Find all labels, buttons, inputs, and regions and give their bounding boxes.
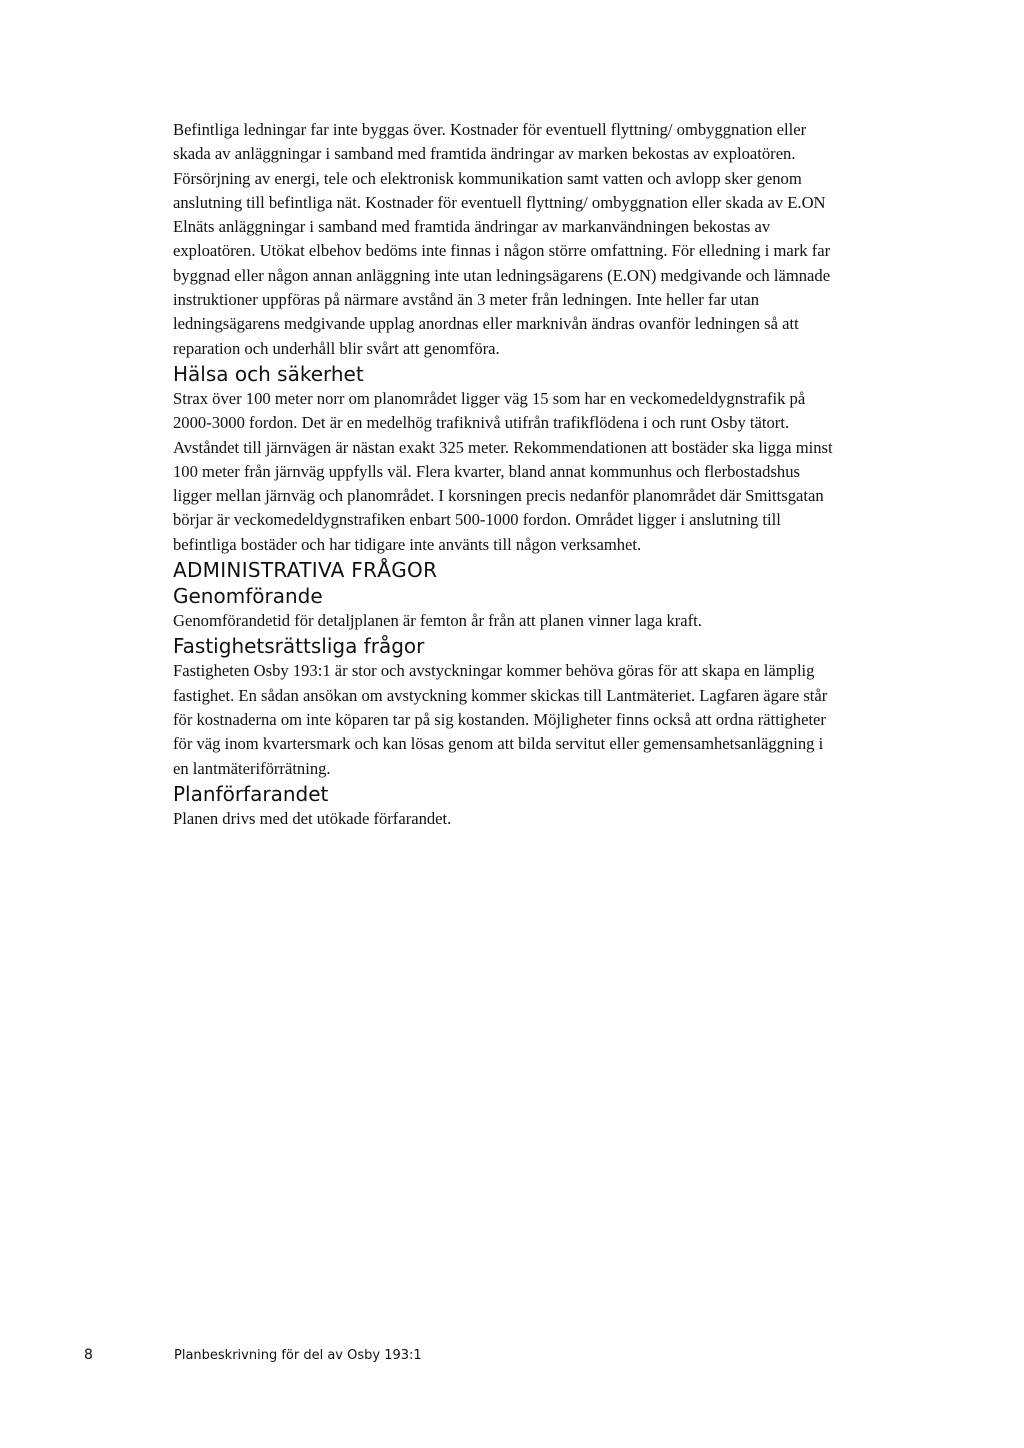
heading-halsa-sakerhet: Hälsa och säkerhet <box>173 361 364 386</box>
planforfarandet-paragraph: Planen drivs med det utökade förfarandet. <box>173 808 452 828</box>
fastighet-paragraph: Fastigheten Osby 193:1 är stor och avstyckningar kommer behöva göras för att skapa en lämplig fastighet. En sådan ansökan om avstyckning kommer skickas till Lantmäteriet. Lagfaren ägare står för kostnaderna om inte köparen tar på sig kostanden. Möjligheter finns också att ordna rättigheter för väg inom kvartersmark och kan lösas genom att bilda servitut eller gemensamhetsanläggning i en lantmäteriförrätning. <box>173 661 828 778</box>
page-number: 8 <box>84 1347 93 1363</box>
halsa-paragraph: Strax över 100 meter norr om planområdet ligger väg 15 som har en veckomedeldygnstrafik på 2000-3000 fordon. Det är en medelhög trafiknivå utifrån trafikflödena i och runt Osby tätort. Avståndet till järnvägen är nästan exakt 325 meter. Rekommendationen att bostäder ska ligga minst 100 meter från järnväg uppfylls väl. Flera kvarter, bland annat kommunhus och flerbostadshus ligger mellan järnväg och planområdet. I korsningen precis nedanför planområdet där Smittsgatan börjar är veckomedeldygnstrafiken enbart 500-1000 fordon. Området ligger i anslutning till befintliga bostäder och har tidigare inte använts till någon verksamhet. <box>173 388 833 554</box>
heading-genomforande: Genomförande <box>173 584 323 609</box>
intro-paragraph: Befintliga ledningar far inte byggas över. Kostnader för eventuell flyttning/ ombyggnation eller skada av anläggningar i samband med framtida ändringar av marken bekostas av exploatören. <box>173 120 807 164</box>
footer-document-title: Planbeskrivning för del av Osby 193:1 <box>174 1348 422 1363</box>
genomforande-paragraph: Genomförandetid för detaljplanen är femton år från att planen vinner laga kraft. <box>173 611 702 631</box>
supply-paragraph: Försörjning av energi, tele och elektronisk kommunikation samt vatten och avlopp sker genom anslutning till befintliga nät. Kostnader för eventuell flyttning/ ombyggnation eller skada av E.ON Elnäts anläggningar i samband med framtida ändringar av markanvändningen bekostas av exploatören. Utökat elbehov bedöms inte finnas i någon större omfattning. För elledning i mark far byggnad eller någon annan anläggning inte utan ledningsägarens (E.ON) medgivande och lämnade instruktioner uppföras på närmare avstånd än 3 meter från ledningen. Inte heller far utan ledningsägarens medgivande upplag anordnas eller marknivån ändras ovanför ledningen så att reparation och underhåll blir svårt att genomföra. <box>173 168 831 358</box>
heading-administrativa-fragor: ADMINISTRATIVA FRÅGOR <box>173 558 438 583</box>
page-content <box>173 118 833 831</box>
heading-planforfarandet: Planförfarandet <box>173 781 329 806</box>
heading-fastighetsrattsliga-fragor: Fastighetsrättsliga frågor <box>173 634 425 659</box>
